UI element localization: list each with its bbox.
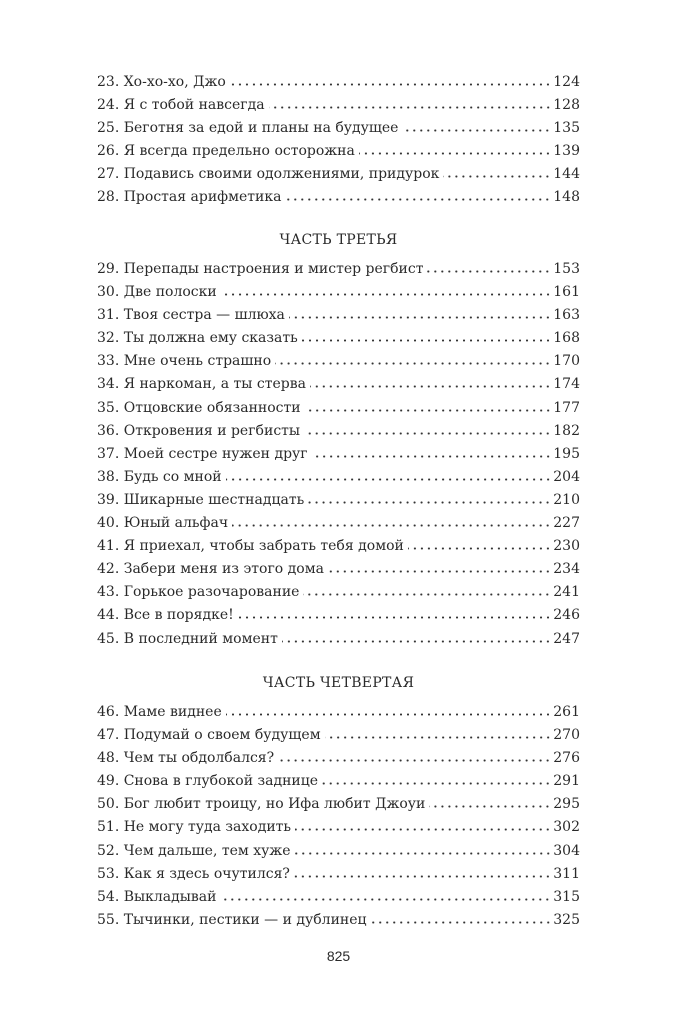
toc-entry xyxy=(97,816,580,839)
toc-entry-title: 46. Маме виднее xyxy=(97,704,222,720)
toc-entry-title: 26. Я всегда предельно осторожна xyxy=(97,143,355,160)
toc-entry-title: 49. Снова в глубокой заднице xyxy=(97,773,319,790)
toc-entry xyxy=(97,512,580,535)
toc-entry-page: 247 xyxy=(553,630,580,647)
dot-leader xyxy=(226,706,552,716)
toc-entry-page: 135 xyxy=(553,120,580,137)
dot-leader xyxy=(303,586,551,596)
toc-entry xyxy=(97,581,580,604)
toc-entry xyxy=(97,420,580,443)
toc-entry-title: 31. Твоя сестра — шлюха xyxy=(97,307,285,324)
toc-entry-title: 52. Чем дальше, тем хуже xyxy=(97,842,291,859)
dot-leader xyxy=(289,309,551,319)
toc-entry-page: 230 xyxy=(553,538,580,555)
dot-leader xyxy=(226,471,552,481)
toc-entry xyxy=(97,163,580,186)
toc-entry-page: 311 xyxy=(553,865,580,882)
toc-entry-title: 24. Я с тобой навсегда xyxy=(97,97,265,114)
toc-entry-page: 128 xyxy=(553,97,580,114)
toc-entry xyxy=(97,770,580,793)
toc-entry-page: 124 xyxy=(553,74,580,90)
toc-entry-page: 246 xyxy=(553,607,580,624)
toc-entry-page: 234 xyxy=(553,561,580,578)
toc-entry-page: 153 xyxy=(553,261,580,277)
toc-entry xyxy=(97,793,580,816)
toc-section-part-four xyxy=(97,701,580,932)
toc-entry xyxy=(97,373,580,396)
toc-entry-page: 177 xyxy=(553,399,580,416)
toc-entry-page: 315 xyxy=(553,888,580,905)
toc-entry-page: 210 xyxy=(553,491,580,508)
toc-entry-title: 38. Будь со мной xyxy=(97,468,222,485)
toc-entry-title: 55. Тычинки, пестики — и дублинец xyxy=(97,911,367,928)
toc-entry-page: 204 xyxy=(553,468,580,485)
toc-entry xyxy=(97,327,580,350)
toc-entry xyxy=(97,535,580,558)
toc-entry-title: 45. В последний момент xyxy=(97,630,278,647)
page-number: 825 xyxy=(326,948,351,964)
toc-entry xyxy=(97,840,580,863)
toc-section-continued xyxy=(97,71,580,210)
toc-entry xyxy=(97,558,580,581)
toc-entry xyxy=(97,628,580,651)
toc-entry xyxy=(97,701,580,724)
dot-leader xyxy=(328,563,551,573)
dot-leader xyxy=(275,355,551,365)
dot-leader xyxy=(232,517,551,527)
toc-entry xyxy=(97,186,580,209)
toc-entry xyxy=(97,909,580,932)
dot-leader xyxy=(305,402,552,412)
toc-entry-title: 28. Простая арифметика xyxy=(97,189,282,206)
toc-entry-title: 35. Отцовские обязанности xyxy=(97,399,301,416)
toc-entry xyxy=(97,489,580,512)
dot-leader xyxy=(221,286,552,296)
toc-entry-title: 23. Хо-хо-хо, Джо xyxy=(97,74,226,90)
toc-entry-title: 32. Ты должна ему сказать xyxy=(97,330,298,347)
toc-entry xyxy=(97,258,580,281)
toc-entry-page: 276 xyxy=(553,750,580,767)
toc-entry-title: 36. Откровения и регбисты xyxy=(97,422,301,439)
toc-entry-page: 295 xyxy=(553,796,580,813)
toc-entry-page: 139 xyxy=(553,143,580,160)
toc-entry-page: 182 xyxy=(553,422,580,439)
toc-entry-title: 37. Моей сестре нужен друг xyxy=(97,445,308,462)
toc-entry-page: 325 xyxy=(553,911,580,928)
toc-entry-title: 27. Подавись своими одолжениями, придурок xyxy=(97,166,440,183)
dot-leader xyxy=(295,845,552,855)
dot-leader xyxy=(312,448,552,458)
toc-entry-page: 270 xyxy=(553,727,580,744)
dot-leader xyxy=(302,332,552,342)
dot-leader xyxy=(408,540,551,550)
toc-entry-title: 44. Все в порядке! xyxy=(97,607,234,624)
toc-entry xyxy=(97,886,580,909)
toc-entry-title: 51. Не могу туда заходить xyxy=(97,819,292,836)
dot-leader xyxy=(269,99,552,109)
toc-entry-title: 25. Беготня за едой и планы на будущее xyxy=(97,120,399,137)
toc-entry-page: 302 xyxy=(553,819,580,836)
dot-leader xyxy=(359,145,551,155)
toc-entry xyxy=(97,443,580,466)
toc-entry-page: 161 xyxy=(553,284,580,301)
toc-entry-title: 54. Выкладывай xyxy=(97,888,217,905)
toc-entry-title: 33. Мне очень страшно xyxy=(97,353,272,370)
dot-leader xyxy=(322,775,551,785)
toc-entry xyxy=(97,724,580,747)
toc-entry-title: 30. Две полоски xyxy=(97,284,217,301)
toc-entry-title: 39. Шикарные шестнадцать xyxy=(97,491,305,508)
dot-leader xyxy=(304,425,551,435)
dot-leader xyxy=(429,798,551,808)
dot-leader xyxy=(294,868,551,878)
dot-leader xyxy=(310,378,551,388)
toc-entry-page: 241 xyxy=(553,584,580,601)
dot-leader xyxy=(308,494,551,504)
toc-entry-page: 168 xyxy=(553,330,580,347)
toc-entry-page: 148 xyxy=(553,189,580,206)
dot-leader xyxy=(282,633,551,643)
toc-entry-title: 53. Как я здесь очутился? xyxy=(97,865,290,882)
toc-entry-title: 43. Горькое разочарование xyxy=(97,584,300,601)
dot-leader xyxy=(220,891,551,901)
toc-entry-page: 261 xyxy=(553,704,580,720)
toc-entry xyxy=(97,863,580,886)
toc-entry-title: 47. Подумай о своем будущем xyxy=(97,727,321,744)
dot-leader xyxy=(402,122,551,132)
dot-leader xyxy=(285,191,551,201)
toc-entry-title: 41. Я приехал, чтобы забрать тебя домой xyxy=(97,538,404,555)
dot-leader xyxy=(371,914,552,924)
toc-entry-page: 291 xyxy=(553,773,580,790)
dot-leader xyxy=(278,752,551,762)
section-heading-part-three: ЧАСТЬ ТРЕТЬЯ xyxy=(279,232,398,248)
toc-entry-title: 34. Я наркоман, а ты стерва xyxy=(97,376,306,393)
toc-entry-page: 170 xyxy=(553,353,580,370)
toc-entry xyxy=(97,350,580,373)
toc-entry-page: 163 xyxy=(553,307,580,324)
dot-leader xyxy=(295,821,551,831)
section-heading-part-four: ЧАСТЬ ЧЕТВЕРТАЯ xyxy=(262,675,415,691)
toc-entry-page: 304 xyxy=(553,842,580,859)
toc-entry-title: 40. Юный альфач xyxy=(97,515,229,532)
toc-entry xyxy=(97,604,580,627)
toc-entry-page: 227 xyxy=(553,515,580,532)
toc-entry-title: 48. Чем ты обдолбался? xyxy=(97,750,275,767)
toc-entry xyxy=(97,397,580,420)
toc-entry-title: 29. Перепады настроения и мистер регбист xyxy=(97,261,424,277)
toc-entry-title: 42. Забери меня из этого дома xyxy=(97,561,324,578)
dot-leader xyxy=(238,609,552,619)
toc-entry xyxy=(97,117,580,140)
toc-entry xyxy=(97,304,580,327)
toc-entry xyxy=(97,94,580,117)
toc-section-part-three xyxy=(97,258,580,651)
dot-leader xyxy=(230,76,551,86)
toc-entry xyxy=(97,747,580,770)
dot-leader xyxy=(427,263,551,273)
toc-entry xyxy=(97,466,580,489)
toc-entry-page: 174 xyxy=(553,376,580,393)
toc-entry xyxy=(97,281,580,304)
toc-entry xyxy=(97,71,580,94)
dot-leader xyxy=(325,729,552,739)
toc-entry xyxy=(97,140,580,163)
toc-entry-page: 195 xyxy=(553,445,580,462)
toc-entry-page: 144 xyxy=(553,166,580,183)
toc-entry-title: 50. Бог любит троицу, но Ифа любит Джоуи xyxy=(97,796,426,813)
dot-leader xyxy=(443,168,551,178)
